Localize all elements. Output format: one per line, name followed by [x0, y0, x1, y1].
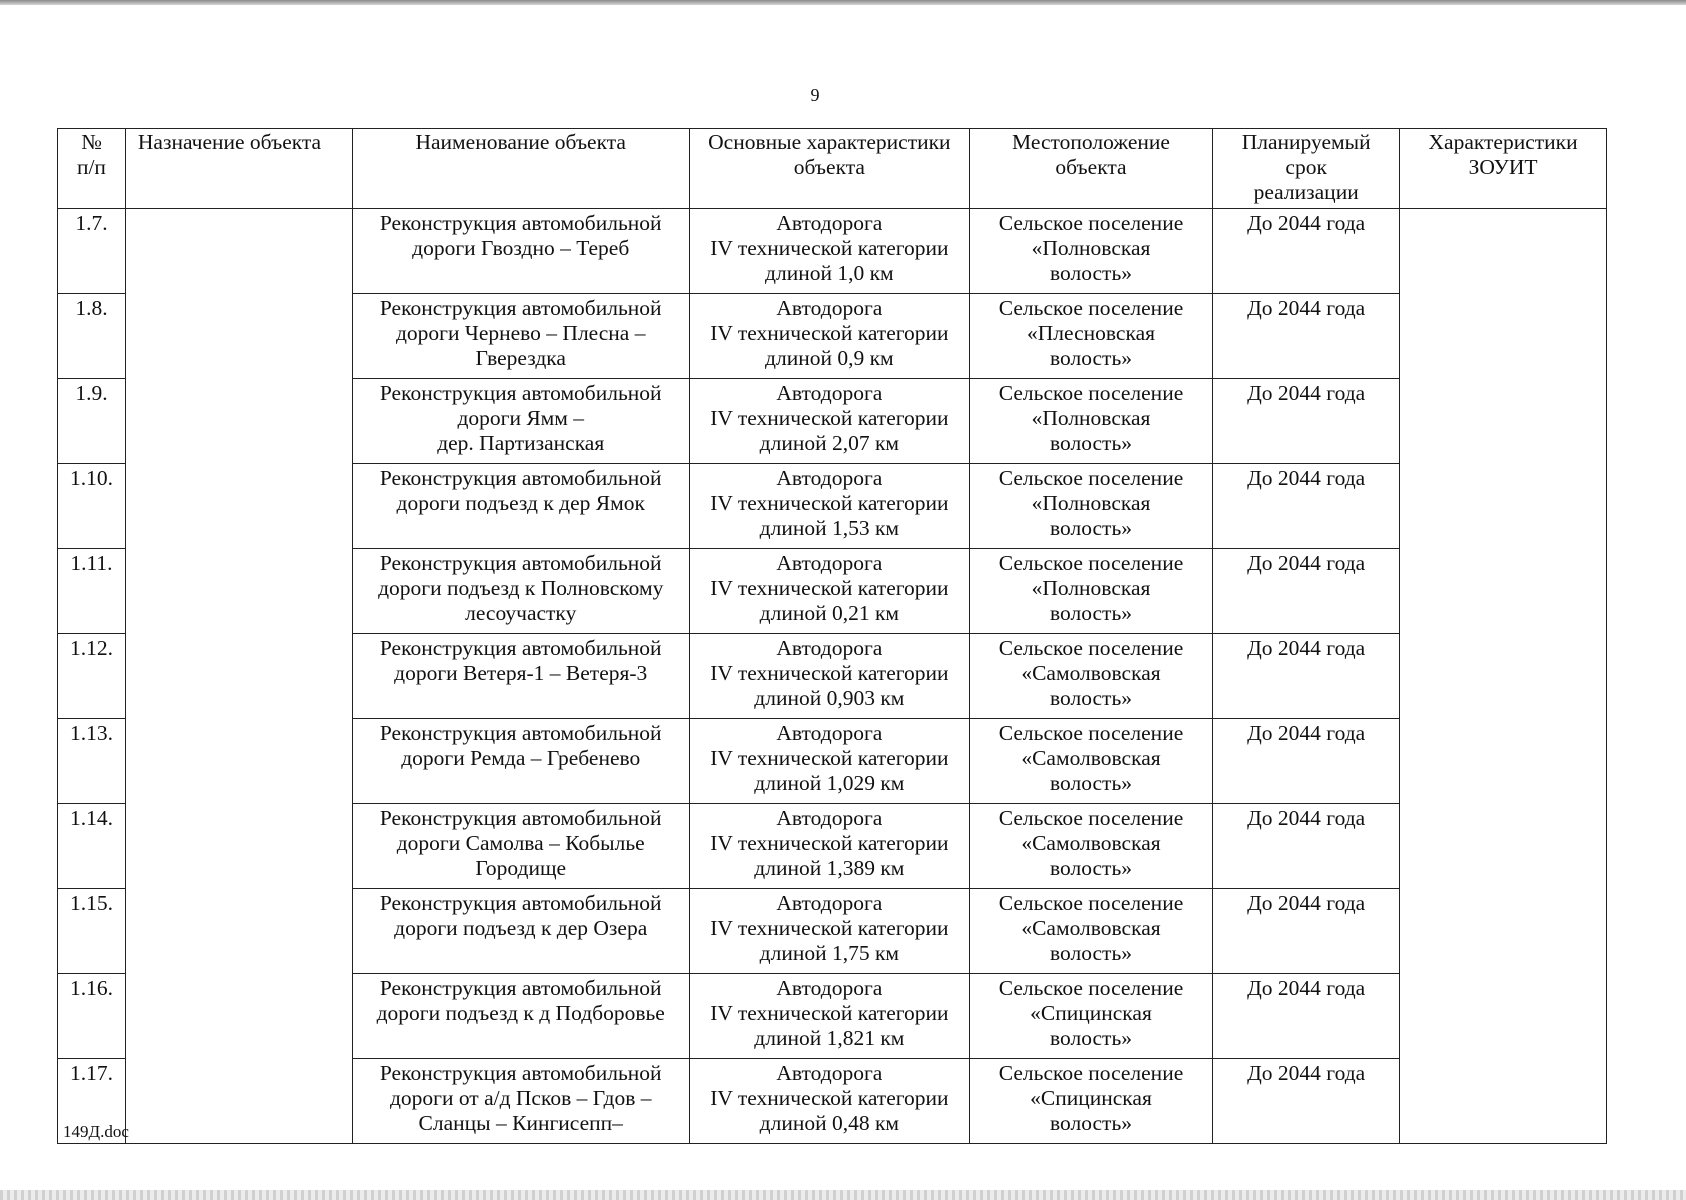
object-name-cell: Реконструкция автомобильной дороги Ветеря-1 – Ветеря-3 [352, 634, 689, 719]
term-cell: До 2044 года [1213, 379, 1400, 464]
term-cell: До 2044 года [1213, 804, 1400, 889]
planned-objects-table [57, 128, 1607, 1144]
header-term: Планируемый срок реализации [1213, 129, 1400, 209]
location-cell: Сельское поселение «Полновская волость» [969, 464, 1212, 549]
object-name-cell: Реконструкция автомобильной дороги подъезд к дер Озера [352, 889, 689, 974]
location-cell: Сельское поселение «Спицинская волость» [969, 974, 1212, 1059]
location-cell: Сельское поселение «Спицинская волость» [969, 1059, 1212, 1144]
characteristics-cell: Автодорога IV технической категории длиной 1,53 км [689, 464, 969, 549]
zouit-cell [1400, 209, 1607, 1144]
footer-file-name: 149Д.doc [63, 1122, 129, 1141]
characteristics-cell: Автодорога IV технической категории длиной 1,821 км [689, 974, 969, 1059]
term-cell: До 2044 года [1213, 634, 1400, 719]
header-zouit: Характеристики ЗОУИТ [1400, 129, 1607, 209]
table-body [58, 209, 1607, 1144]
location-cell: Сельское поселение «Полновская волость» [969, 379, 1212, 464]
header-location: Местоположение объекта [969, 129, 1212, 209]
location-cell: Сельское поселение «Самолвовская волость» [969, 889, 1212, 974]
term-cell: До 2044 года [1213, 974, 1400, 1059]
table-row [58, 209, 1607, 294]
characteristics-cell: Автодорога IV технической категории длиной 2,07 км [689, 379, 969, 464]
purpose-cell [125, 209, 352, 1144]
object-name-cell: Реконструкция автомобильной дороги подъезд к дер Ямок [352, 464, 689, 549]
row-number: 1.10. [58, 464, 126, 549]
row-number: 1.7. [58, 209, 126, 294]
object-name-cell: Реконструкция автомобильной дороги от а/д Псков – Гдов – Сланцы – Кингисепп– [352, 1059, 689, 1144]
row-number: 1.11. [58, 549, 126, 634]
characteristics-cell: Автодорога IV технической категории длиной 0,903 км [689, 634, 969, 719]
header-characteristics: Основные характеристики объекта [689, 129, 969, 209]
term-cell: До 2044 года [1213, 719, 1400, 804]
term-cell: До 2044 года [1213, 209, 1400, 294]
object-name-cell: Реконструкция автомобильной дороги подъезд к д Подборовье [352, 974, 689, 1059]
row-number: 1.12. [58, 634, 126, 719]
object-name-cell: Реконструкция автомобильной дороги Ремда – Гребенево [352, 719, 689, 804]
object-name-cell: Реконструкция автомобильной дороги Гвоздно – Тереб [352, 209, 689, 294]
location-cell: Сельское поселение «Самолвовская волость» [969, 804, 1212, 889]
term-cell: До 2044 года [1213, 549, 1400, 634]
row-number: 1.8. [58, 294, 126, 379]
characteristics-cell: Автодорога IV технической категории длиной 1,0 км [689, 209, 969, 294]
characteristics-cell: Автодорога IV технической категории длиной 0,48 км [689, 1059, 969, 1144]
object-name-cell: Реконструкция автомобильной дороги Самолва – Кобылье Городище [352, 804, 689, 889]
row-number: 1.14. [58, 804, 126, 889]
header-num: № п/п [58, 129, 126, 209]
location-cell: Сельское поселение «Самолвовская волость» [969, 634, 1212, 719]
term-cell: До 2044 года [1213, 464, 1400, 549]
term-cell: До 2044 года [1213, 1059, 1400, 1144]
term-cell: До 2044 года [1213, 889, 1400, 974]
scan-edge-bottom [0, 1190, 1686, 1200]
scan-edge-top [0, 0, 1686, 5]
object-name-cell: Реконструкция автомобильной дороги Чернево – Плесна – Гверездка [352, 294, 689, 379]
row-number: 1.13. [58, 719, 126, 804]
page-number: 9 [810, 85, 820, 105]
row-number: 1.17. [58, 1059, 126, 1144]
location-cell: Сельское поселение «Полновская волость» [969, 209, 1212, 294]
row-number: 1.15. [58, 889, 126, 974]
characteristics-cell: Автодорога IV технической категории длиной 1,029 км [689, 719, 969, 804]
term-cell: До 2044 года [1213, 294, 1400, 379]
characteristics-cell: Автодорога IV технической категории длиной 0,9 км [689, 294, 969, 379]
characteristics-cell: Автодорога IV технической категории длиной 1,389 км [689, 804, 969, 889]
characteristics-cell: Автодорога IV технической категории длиной 1,75 км [689, 889, 969, 974]
row-number: 1.16. [58, 974, 126, 1059]
header-name: Наименование объекта [352, 129, 689, 209]
location-cell: Сельское поселение «Плесновская волость» [969, 294, 1212, 379]
object-name-cell: Реконструкция автомобильной дороги подъезд к Полновскому лесоучастку [352, 549, 689, 634]
header-purpose: Назначение объекта [125, 129, 352, 209]
row-number: 1.9. [58, 379, 126, 464]
characteristics-cell: Автодорога IV технической категории длиной 0,21 км [689, 549, 969, 634]
object-name-cell: Реконструкция автомобильной дороги Ямм – дер. Партизанская [352, 379, 689, 464]
table-header-row [58, 129, 1607, 209]
location-cell: Сельское поселение «Самолвовская волость» [969, 719, 1212, 804]
location-cell: Сельское поселение «Полновская волость» [969, 549, 1212, 634]
